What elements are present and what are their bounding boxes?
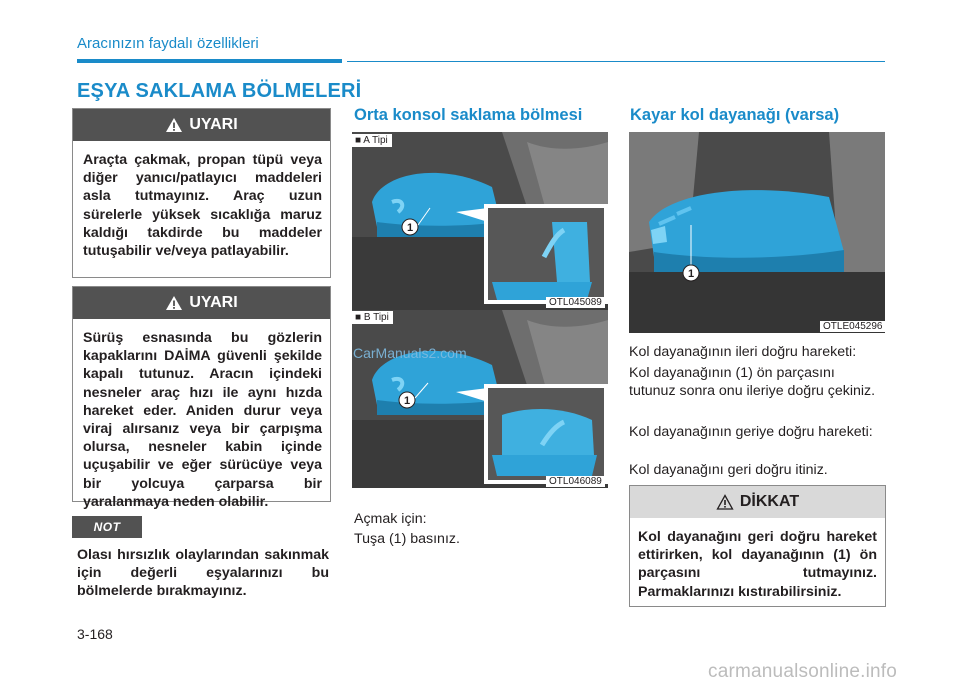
- header-rule-thin: [347, 61, 885, 62]
- open-label: Açmak için:: [354, 511, 427, 527]
- caution-text: Kol dayanağını geri doğru hareket ettirirken, kol dayanağının (1) ön parçasını tutmayınız. Parmaklarınızı kıstırabilirsiniz.: [638, 529, 877, 600]
- warning-label: UYARI: [189, 294, 238, 311]
- warning-text: Araçta çakmak, propan tüpü veya diğer yanıcı/patlayıcı maddeleri asla tutmayınız. Araç uzun sürelerle yüksek sıcaklığa maruz kaldığı takdirde bu maddeler tutuşabilir ve/veya patlayabilir.: [83, 152, 322, 260]
- callout-1-a: 1: [406, 222, 414, 234]
- note-text: Olası hırsızlık olaylarından sakınmak için değerli eşyalarınızı bu bölmelerde bırakmayınız.: [77, 547, 329, 600]
- warning-label: UYARI: [189, 116, 238, 133]
- note-badge: NOT: [72, 516, 142, 538]
- caution-box: [629, 485, 886, 607]
- page-number: 3-168: [77, 626, 113, 642]
- open-text: Tuşa (1) basınız.: [354, 531, 460, 547]
- caution-triangle-icon: [716, 494, 734, 510]
- backward-label: Kol dayanağının geriye doğru hareketi:: [629, 424, 873, 440]
- image-code-b: OTL046089: [546, 476, 605, 487]
- header-rule-thick: [77, 59, 342, 63]
- sliding-armrest-heading: Kayar kol dayanağı (varsa): [630, 106, 840, 124]
- forward-label: Kol dayanağının ileri doğru hareketi:: [629, 344, 857, 360]
- warning-header: [73, 287, 330, 319]
- page-title: EŞYA SAKLAMA BÖLMELERİ: [77, 80, 362, 102]
- console-type-b-image: [352, 310, 608, 488]
- callout-1-b: 1: [403, 395, 411, 407]
- sliding-armrest-image: [629, 132, 885, 333]
- warning-header: [73, 109, 330, 141]
- section-label: Aracınızın faydalı özellikleri: [77, 35, 259, 52]
- console-type-a-image: [352, 132, 608, 310]
- watermark-site: carmanualsonline.info: [708, 661, 898, 682]
- caution-label: DİKKAT: [739, 493, 800, 510]
- watermark-overlay: CarManuals2.com: [353, 345, 467, 361]
- warning-box-lighter: [72, 108, 331, 278]
- center-console-heading: Orta konsol saklama bölmesi: [354, 106, 583, 124]
- image-code-c: OTLE045296: [820, 321, 886, 332]
- image-code-a: OTL045089: [546, 297, 605, 308]
- caution-header: [630, 486, 885, 518]
- callout-1-c: 1: [687, 268, 695, 280]
- forward-text: Kol dayanağının (1) ön parçasını tutunuz sonra onu ileriye doğru çekiniz.: [629, 365, 876, 399]
- backward-text: Kol dayanağını geri doğru itiniz.: [629, 462, 828, 478]
- warning-text: Sürüş esnasında bu gözlerin kapaklarını DAİMA güvenli şekilde kapalı tutunuz. Aracın içindeki nesneler araç hızı ile aynı hızda hareket eder. Aniden durur veya viraj alırsanız veya bir çarpışma olursa, nesneler kabin içinde uçuşabilir ve eğer sürücüye veya bir yolcuya çarparsa bir yaralanmaya neden olabilir.: [83, 330, 322, 510]
- type-a-tag: ■ A Tipi: [352, 134, 392, 147]
- warning-box-lids: [72, 286, 331, 510]
- warning-triangle-icon: [165, 295, 183, 311]
- type-b-tag: ■ B Tipi: [352, 311, 393, 324]
- warning-triangle-icon: [165, 117, 183, 133]
